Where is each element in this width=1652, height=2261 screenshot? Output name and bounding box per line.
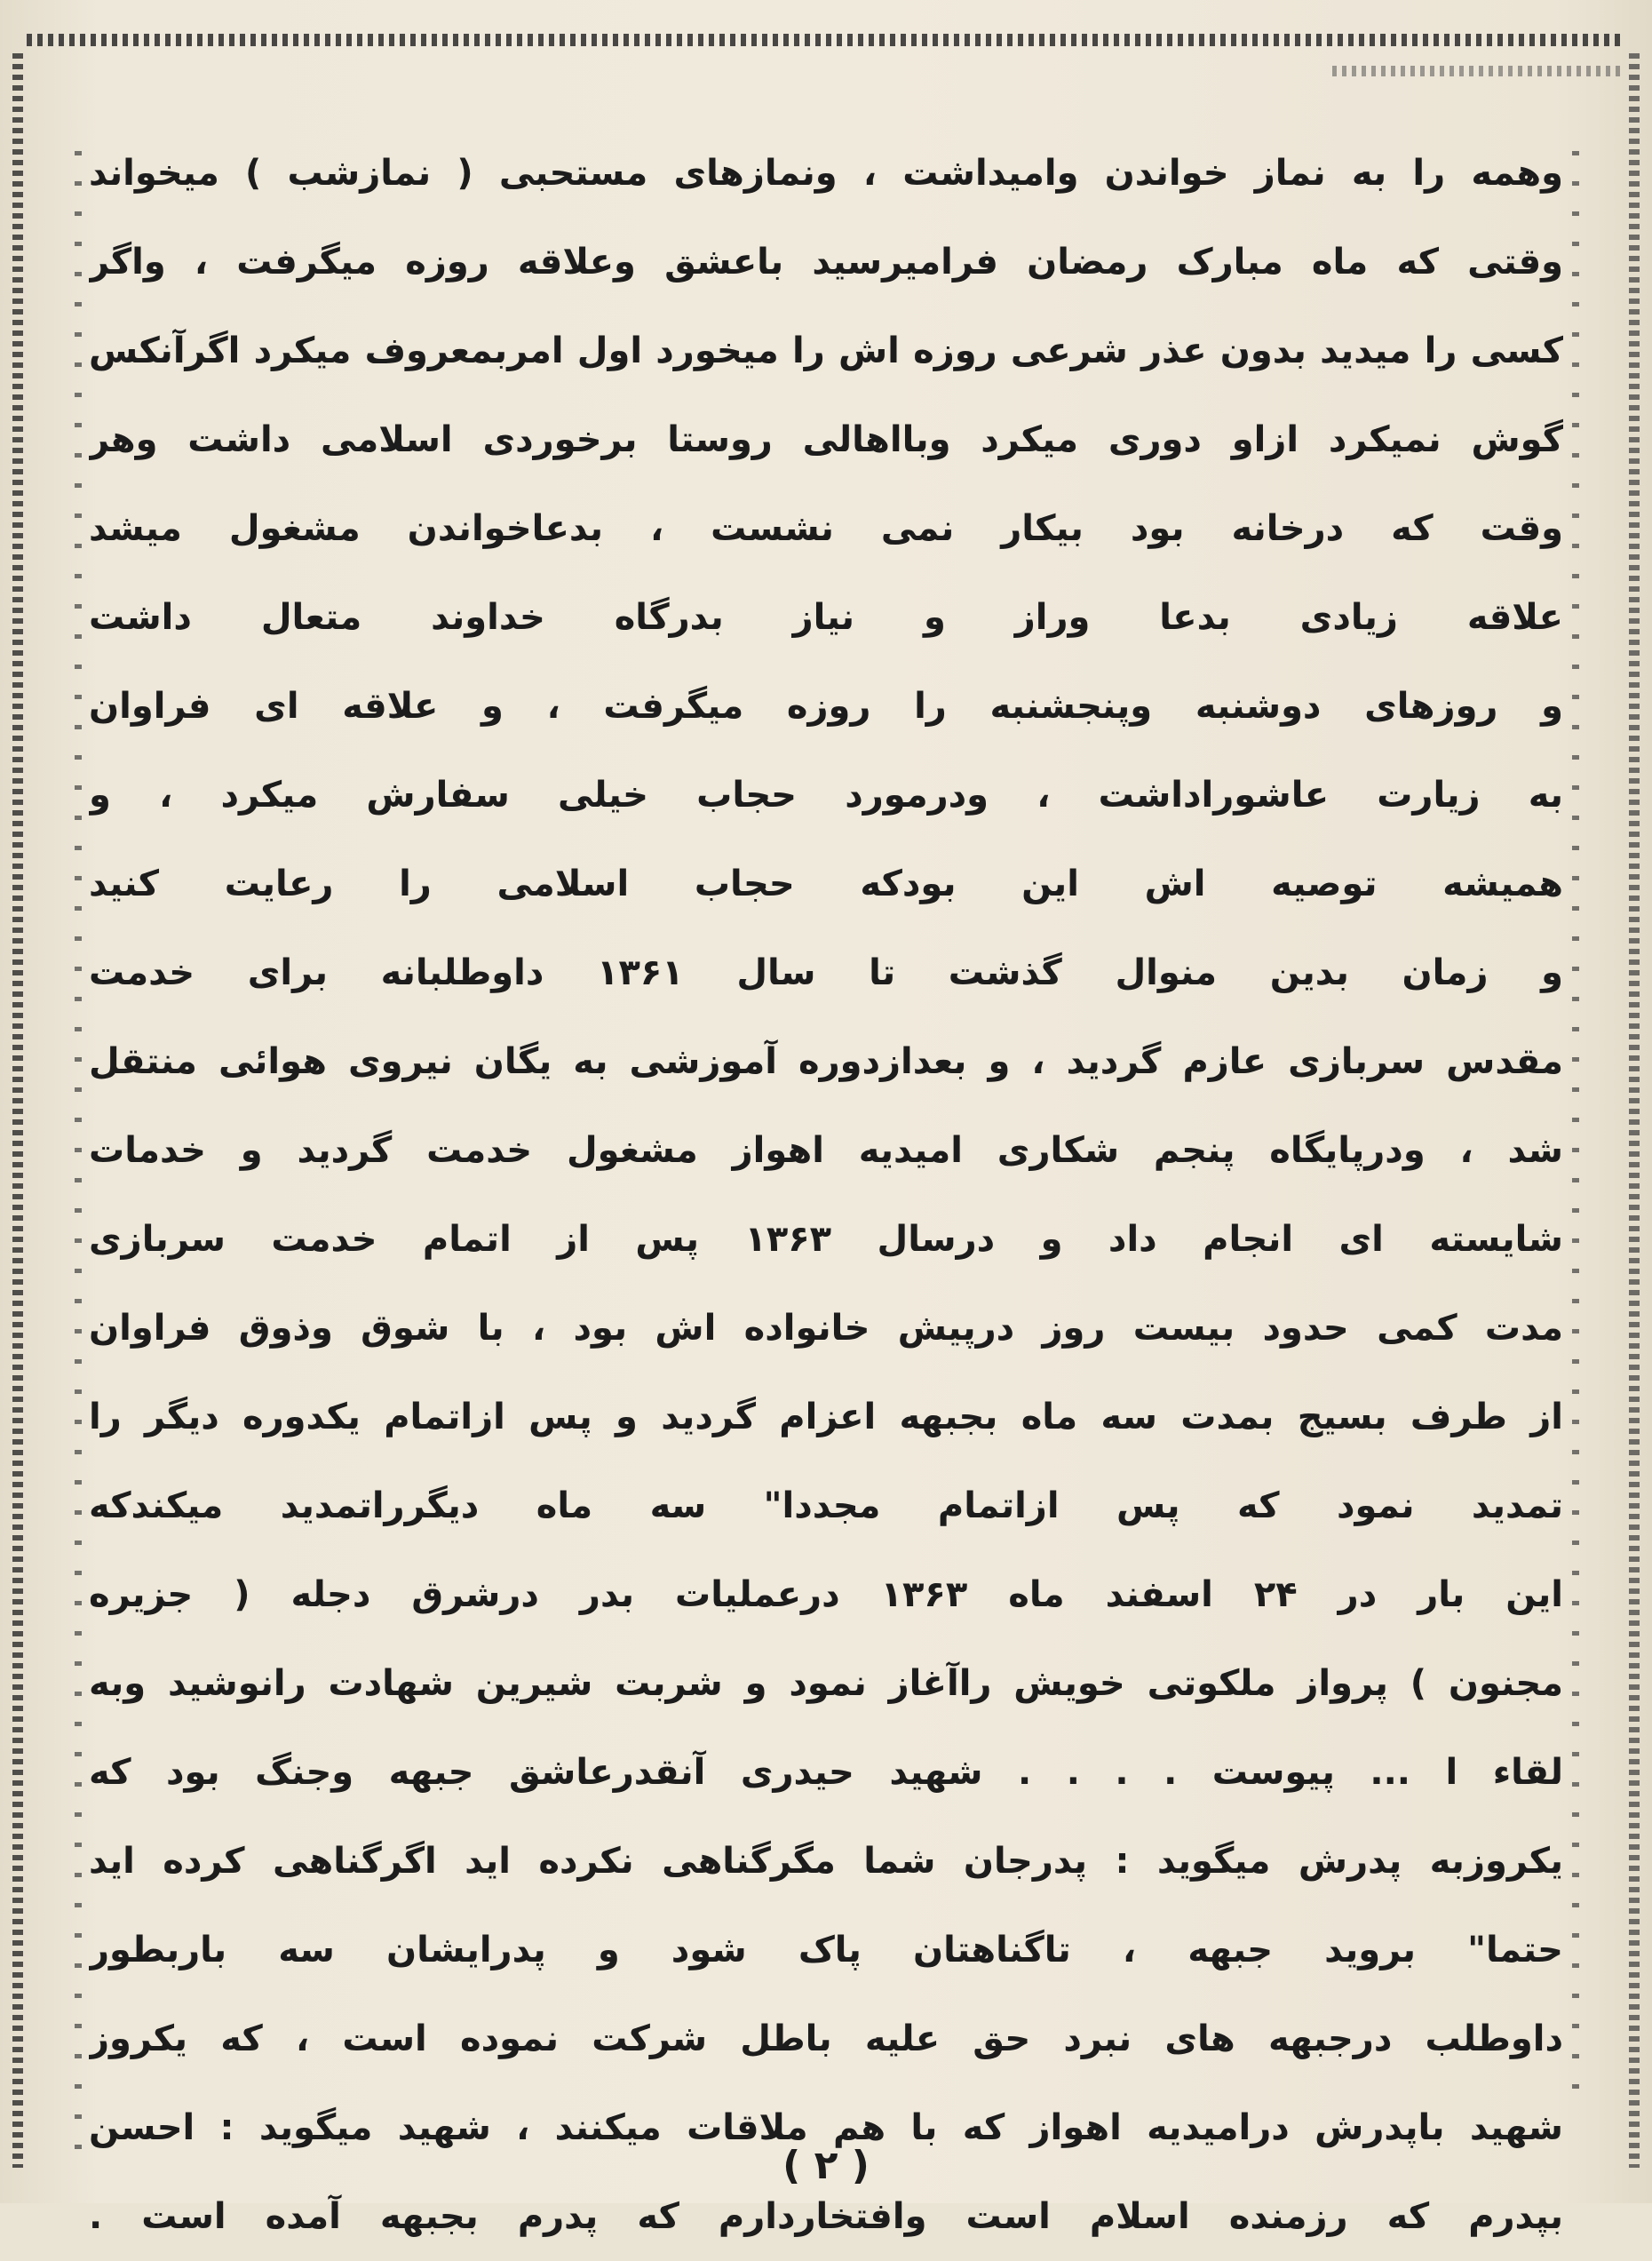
text-line: لقاء ا ... پیوست . . . . شهید حیدری آنقدرعاشق جبهه وجنگ بود که [89, 1752, 1563, 1793]
text-line: مدت کمی حدود بیست روز درپیش خانواده اش بود ، با شوق وذوق فراوان [89, 1308, 1563, 1349]
text-line: مقدس سربازی عازم گردید ، و بعدازدوره آموزشی به یگان نیروی هوائی منتقل [89, 1041, 1563, 1082]
text-line: یکروزبه پدرش میگوید : پدرجان شما مگرگناهی نکرده اید اگرگناهی کرده اید [89, 1841, 1563, 1882]
dotted-margin-left [75, 151, 82, 2150]
text-line: همیشه توصیه اش این بودکه حجاب اسلامی را رعایت کنید [89, 864, 1563, 904]
text-line: این بار در ۲۴ اسفند ماه ۱۳۶۳ درعملیات بدر درشرق دجله ( جزیره [89, 1574, 1563, 1615]
text-line: کسی را میدید بدون عذر شرعی روزه اش را میخورد اول امربمعروف میکرد اگرآنکس [89, 330, 1563, 371]
text-line: وهمه را به نماز خواندن وامیداشت ، ونمازهای مستحبی ( نمازشب ) میخواند [89, 153, 1563, 194]
text-line: شایسته ای انجام داد و درسال ۱۳۶۳ پس از اتمام خدمت سربازی [89, 1219, 1563, 1260]
text-line: بپدرم که رزمنده اسلام است وافتخاردارم که پدرم بجبهه آمده است . [89, 2196, 1563, 2237]
text-line: شد ، ودرپایگاه پنجم شکاری امیدیه اهواز مشغول خدمت گردید و خدمات [89, 1130, 1563, 1171]
text-line: وقت که درخانه بود بیکار نمی نشست ، بدعاخواندن مشغول میشد [89, 508, 1563, 549]
decorative-border-left [12, 53, 23, 2168]
text-line: شهید باپدرش درامیدیه اهواز که با هم ملاقات میکنند ، شهید میگوید : احسن [89, 2107, 1563, 2148]
text-line: به زیارت عاشوراداشت ، ودرمورد حجاب خیلی سفارش میکرد ، و [89, 775, 1563, 816]
text-line: داوطلب درجبهه های نبرد حق علیه باطل شرکت نموده است ، که یکروز [89, 2018, 1563, 2059]
text-line: و روزهای دوشنبه وپنجشنبه را روزه میگرفت ، و علاقه ای فراوان [89, 686, 1563, 727]
decorative-border-right [1629, 53, 1640, 2168]
text-line: و زمان بدین منوال گذشت تا سال ۱۳۶۱ داوطلبانه برای خدمت [89, 952, 1563, 993]
decorative-border-top [27, 34, 1625, 46]
text-line: علاقه زیادی بدعا وراز و نیاز بدرگاه خداوند متعال داشت [89, 597, 1563, 638]
body-text [89, 129, 1563, 2261]
text-line: مجنون ) پرواز ملکوتی خویش راآغاز نمود و شربت شیرین شهادت رانوشید وبه [89, 1663, 1563, 1704]
decorative-border-inner [1332, 66, 1625, 76]
text-line: از طرف بسیج بمدت سه ماه بجبهه اعزام گردید و پس ازاتمام یکدوره دیگر را [89, 1397, 1563, 1437]
dotted-margin-right [1572, 151, 1579, 2114]
page-number: ( ۲ ) [782, 2143, 870, 2188]
text-line: گوش نمیکرد ازاو دوری میکرد وبااهالی روستا برخوردی اسلامی داشت وهر [89, 419, 1563, 460]
text-line: تمدید نمود که پس ازاتمام مجددا" سه ماه دیگرراتمدید میکندکه [89, 1485, 1563, 1526]
text-line: وقتی که ماه مبارک رمضان فرامیرسید باعشق وعلاقه روزه میگرفت ، واگر [89, 242, 1563, 283]
text-line: حتما" بروید جبهه ، تاگناهتان پاک شود و پدرایشان سه باربطور [89, 1930, 1563, 1970]
